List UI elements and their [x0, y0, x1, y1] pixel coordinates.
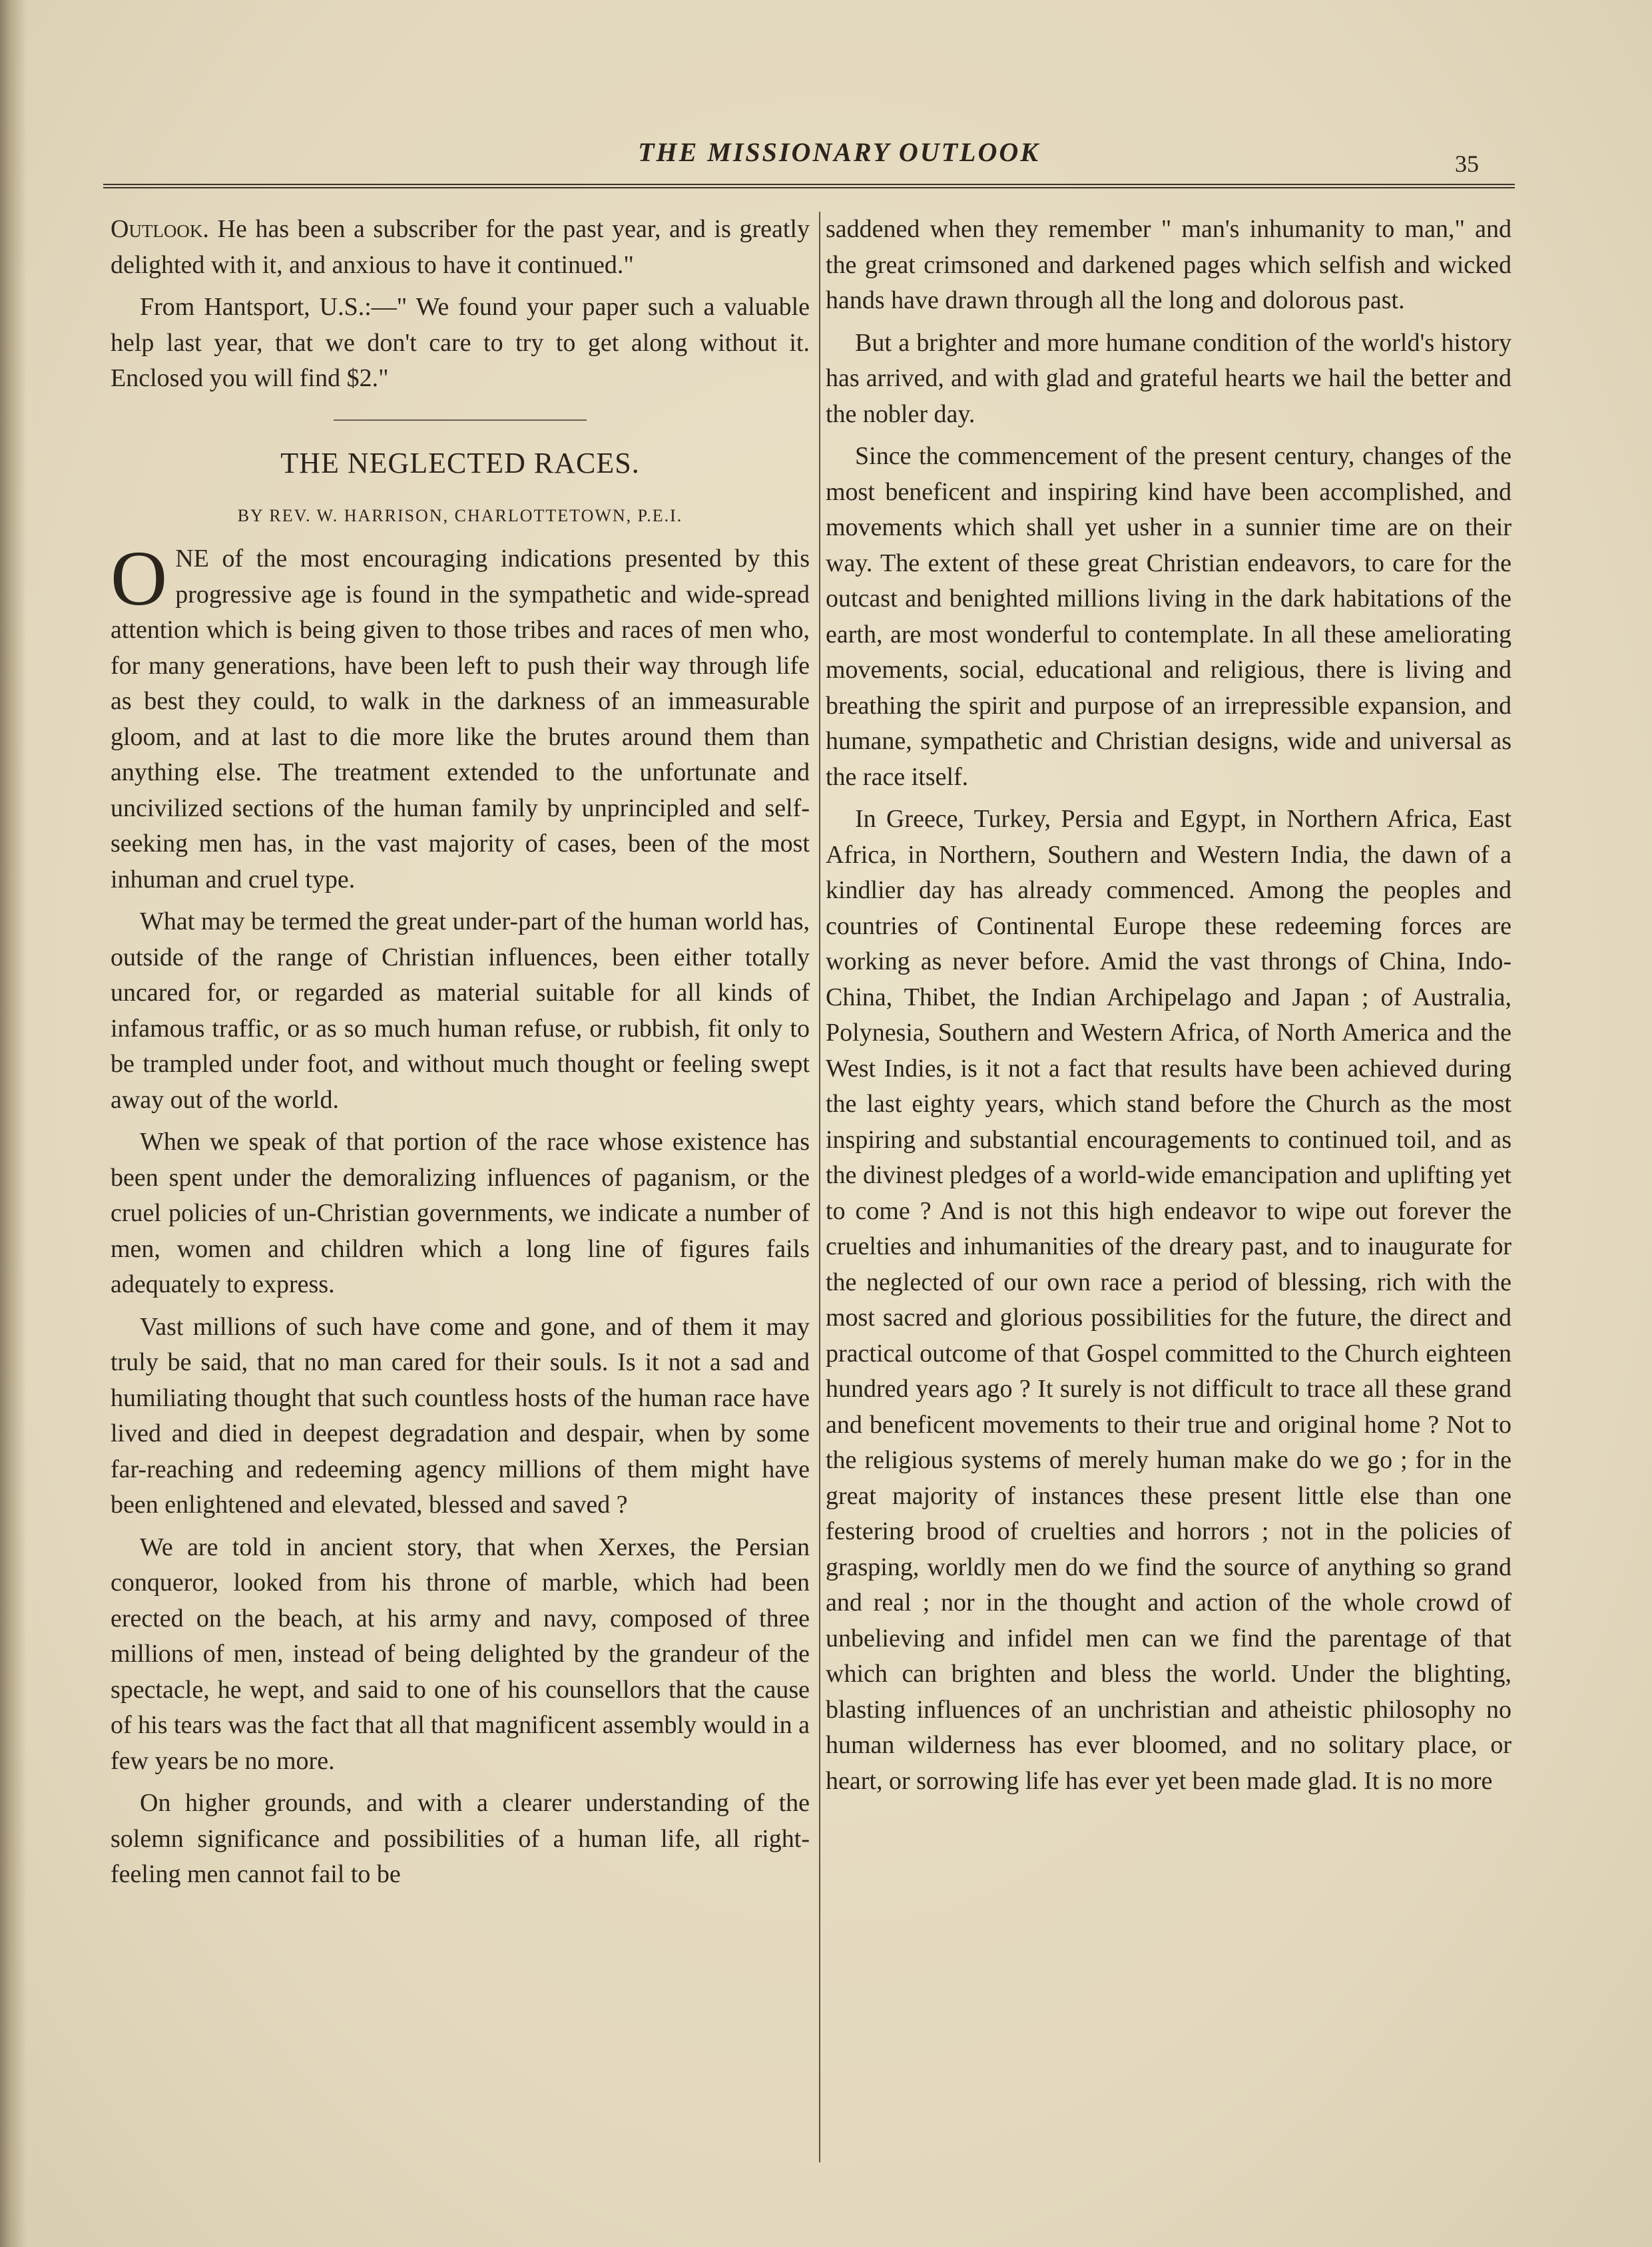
article-paragraph-7: saddened when they remember " man's inhumanity to man," and the great crimsoned and darkened pages which selfish and wicked hands have drawn through all the long and dolorous past.: [826, 215, 1512, 314]
article-paragraph-5: We are told in ancient story, that when Xerxes, the Persian conqueror, looked from his throne of marble, which had been erected on the beach, at his army and navy, composed of three millions of men, instead of being delighted by the grandeur of the spectacle, he wept, and said to one of his counsellors that the cause of his tears was the fact that all that magnificent assembly would in a few years be no more.: [111, 1533, 810, 1775]
header-rule: [103, 184, 1515, 188]
page-number: 35: [1455, 150, 1479, 177]
hantsport-letter: From Hantsport, U.S.:—" We found your paper such a valuable help last year, that we don't care to try to get along without it. Enclosed you will find $2.": [111, 293, 810, 392]
binding-edge: [0, 0, 27, 2247]
article-paragraph-4: Vast millions of such have come and gone, and of them it may truly be said, that no man cared for their souls. Is it not a sad and humiliating thought that such countless hosts of the human race have lived and died in deepest degradation and despair, when by some far-reaching and redeeming agency millions of them might have been enlightened and elevated, blessed and saved ?: [111, 1312, 810, 1519]
article-paragraph-10: In Greece, Turkey, Persia and Egypt, in Northern Africa, East Africa, in Northern, Southern and Western India, the dawn of a kindlier day has already commenced. Among the peoples and countries of Continental Europe these redeeming forces are working as never before. Amid the vast throngs of China, Indo-China, Thibet, the Indian Archipelago and Japan ; of Australia, Polynesia, Southern and Western Africa, of North America and the West Indies, is it not a fact that results have been achieved during the last eighty years, which stand before the Church as the most inspiring and substantial encouragements to continued toil, and as the divinest pledges of a world-wide emancipation and uplifting yet to come ? And is not this high endeavor to wipe out forever the cruelties and inhumanities of the dreary past, and to inaugurate for the neglected of our own race a period of blessing, rich with the most sacred and glorious possibilities for the future, the direct and practical outcome of that Gospel committed to the Church eighteen hundred years ago ? It surely is not difficult to trace all these grand and beneficent movements to their true and original home ? Not to the religious systems of merely human make do we go ; for in the great majority of instances these present little else than one festering brood of cruelties and horrors ; not in the policies of grasping, worldly men do we find the source of anything so grand and real ; nor in the thought and action of the whole crowd of unbelieving and infidel men can we find the parentage of that which can brighten and bless the world. Under the blighting, blasting influences of an unchristian and atheistic philosophy no human wilderness has ever bloomed, and no solitary place, or heart, or sorrowing life has ever yet been made glad. It is no more: [826, 805, 1512, 1795]
right-column: [826, 212, 1512, 1806]
article-paragraph-1-text: NE of the most encouraging indications presented by this progressive age is found in the sympathetic and wide-spread attention which is being given to those tribes and races of men who, for many generations, have been left to push their way through life as best they could, to walk in the darkness of an immeasurable gloom, and at last to die more like the brutes around them than anything else. The treatment extended to the unfortunate and uncivilized sections of the human family by unprincipled and self-seeking men has, in the vast majority of cases, been of the most inhuman and cruel type.: [111, 545, 810, 893]
article-title: THE NEGLECTED RACES.: [280, 446, 640, 479]
running-header-title: THE MISSIONARY OUTLOOK: [638, 137, 1040, 167]
continued-letter-start: Outlook.: [111, 215, 209, 243]
left-column: [111, 212, 810, 1899]
drop-cap: O: [111, 535, 168, 622]
article-paragraph-6: On higher grounds, and with a clearer understanding of the solemn significance and possibilities of a human life, all right-feeling men cannot fail to be: [111, 1789, 810, 1888]
article-paragraph-3: When we speak of that portion of the race whose existence has been spent under the demoralizing influences of paganism, or the cruel policies of un-Christian governments, we indicate a number of men, women and children which a long line of figures fails adequately to express.: [111, 1128, 810, 1298]
article-paragraph-8: But a brighter and more humane condition of the world's history has arrived, and with glad and grateful hearts we hail the better and the nobler day.: [826, 328, 1512, 428]
article-paragraph-2: What may be termed the great under-part of the human world has, outside of the range of Christian influences, been either totally uncared for, or regarded as material suitable for all kinds of infamous traffic, or as so much human refuse, or rubbish, fit only to be trampled under foot, and without much thought or feeling swept away out of the world.: [111, 907, 810, 1114]
article-paragraph-9: Since the commencement of the present century, changes of the most beneficent and inspiring kind have been accomplished, and movements which shall yet usher in a sunnier time are on their way. The extent of these great Christian endeavors, to care for the outcast and benighted millions living in the dark habitations of the earth, are most wonderful to contemplate. In all these ameliorating movements, social, educational and religious, there is living and breathing the spirit and purpose of an irrepressible expansion, and humane, sympathetic and Christian designs, wide and universal as the race itself.: [826, 442, 1512, 791]
continued-letter: [111, 212, 810, 283]
article-byline: BY REV. W. HARRISON, CHARLOTTETOWN, P.E.I.: [237, 505, 683, 525]
column-divider: [819, 212, 820, 2162]
article-paragraph-1: [111, 535, 810, 897]
continued-letter-rest: He has been a subscriber for the past year, and is greatly delighted with it, and anxious to have it continued.": [111, 215, 810, 279]
section-divider: [334, 419, 587, 421]
